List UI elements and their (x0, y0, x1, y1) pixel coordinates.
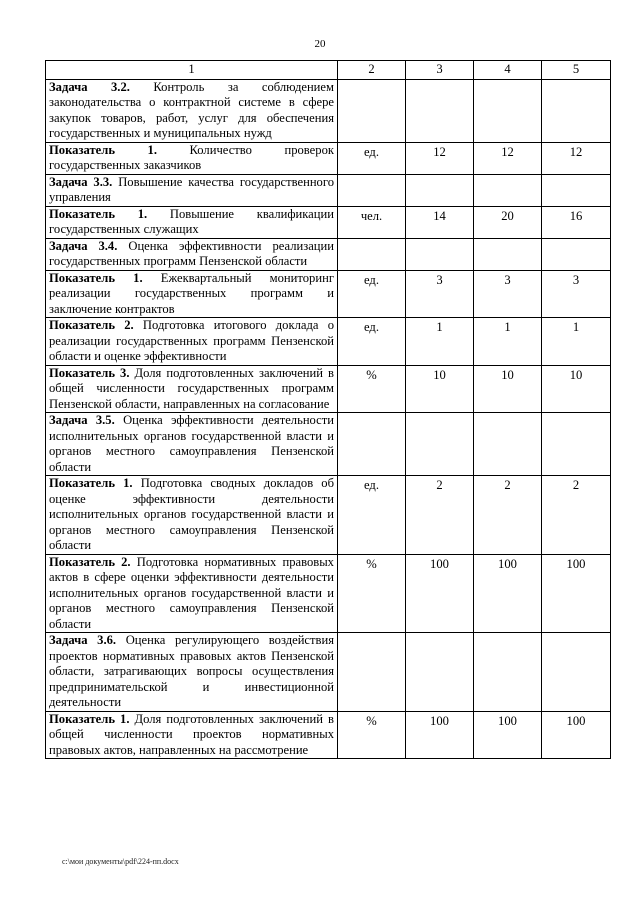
row-value-col-5: 10 (542, 365, 611, 413)
row-unit-cell: ед. (338, 142, 406, 174)
row-value-col-3: 12 (406, 142, 474, 174)
row-lead-label: Показатель 1. (49, 711, 130, 726)
row-value-col-4 (474, 174, 542, 206)
row-value-col-5: 100 (542, 554, 611, 633)
row-lead-label: Показатель 3. (49, 365, 130, 380)
row-value-col-4 (474, 633, 542, 712)
table-body (46, 79, 611, 759)
row-lead-label: Задача 3.5. (49, 413, 115, 427)
row-name-cell (46, 238, 338, 270)
row-value-col-5: 16 (542, 206, 611, 238)
row-lead-label: Показатель 1. (49, 206, 148, 221)
row-description: Ежеквартальный мониторинг реализации государственных программ и заключение контрактов (49, 270, 334, 316)
header-col-3: 3 (406, 61, 474, 80)
row-value-col-3 (406, 238, 474, 270)
row-value-col-4 (474, 79, 542, 142)
row-value-col-4: 100 (474, 711, 542, 759)
table-row (46, 365, 611, 413)
row-name-cell (46, 476, 338, 555)
table-row (46, 711, 611, 759)
table-row (46, 238, 611, 270)
header-col-4: 4 (474, 61, 542, 80)
row-value-col-4: 3 (474, 270, 542, 318)
row-lead-label: Задача 3.6. (49, 633, 117, 647)
row-value-col-3: 100 (406, 711, 474, 759)
row-lead-label: Показатель 2. (49, 318, 134, 332)
header-col-2: 2 (338, 61, 406, 80)
row-description: Доля подготовленных заключений в общей численности проектов нормативных правовых актов, направленных на рассмотрение (49, 711, 335, 757)
row-unit-cell: ед. (338, 476, 406, 555)
indicators-table (45, 60, 611, 759)
row-value-col-4: 100 (474, 554, 542, 633)
row-value-col-4 (474, 413, 542, 476)
table-row (46, 413, 611, 476)
row-unit-cell: ед. (338, 318, 406, 366)
row-description: Оценка эффективности деятельности исполнительных органов государственной власти и органов местного самоуправления Пензенской области (49, 413, 334, 474)
row-name-cell (46, 174, 338, 206)
row-value-col-4: 2 (474, 476, 542, 555)
row-value-col-3 (406, 633, 474, 712)
table-row (46, 633, 611, 712)
row-description: Подготовка сводных докладов об оценке эффективности деятельности исполнительных органов государственной власти и органов местного самоуправления Пензенской области (49, 476, 334, 552)
row-value-col-3: 1 (406, 318, 474, 366)
table-header (46, 61, 611, 80)
table-row (46, 142, 611, 174)
row-value-col-3 (406, 413, 474, 476)
row-name-cell (46, 206, 338, 238)
row-unit-cell (338, 174, 406, 206)
header-col-5: 5 (542, 61, 611, 80)
table-row (46, 554, 611, 633)
row-lead-label: Задача 3.4. (49, 238, 118, 253)
row-description: Подготовка нормативных правовых актов в сфере оценки эффективности деятельности исполнительных органов государственной власти и органов местного самоуправления Пензенской области (49, 554, 334, 631)
row-unit-cell: % (338, 554, 406, 633)
row-value-col-5: 2 (542, 476, 611, 555)
row-value-col-4: 20 (474, 206, 542, 238)
table-row (46, 476, 611, 555)
row-value-col-5: 3 (542, 270, 611, 318)
row-value-col-4: 12 (474, 142, 542, 174)
row-name-cell (46, 554, 338, 633)
row-lead-label: Задача 3.3. (49, 174, 113, 189)
row-lead-label: Показатель 2. (49, 554, 131, 569)
row-description: Подготовка итогового доклада о реализации государственных программ Пензенской области и оценке эффективности (49, 318, 334, 363)
row-unit-cell: ед. (338, 270, 406, 318)
row-name-cell (46, 365, 338, 413)
row-value-col-5 (542, 79, 611, 142)
row-unit-cell: % (338, 365, 406, 413)
row-value-col-3: 100 (406, 554, 474, 633)
row-value-col-5 (542, 174, 611, 206)
header-row (46, 61, 611, 80)
row-value-col-3: 10 (406, 365, 474, 413)
row-value-col-5: 1 (542, 318, 611, 366)
row-value-col-5 (542, 633, 611, 712)
row-unit-cell (338, 238, 406, 270)
row-value-col-4: 10 (474, 365, 542, 413)
row-name-cell (46, 79, 338, 142)
row-lead-label: Задача 3.2. (49, 79, 130, 94)
row-name-cell (46, 413, 338, 476)
row-lead-label: Показатель 1. (49, 476, 133, 490)
row-value-col-5 (542, 413, 611, 476)
row-value-col-3: 2 (406, 476, 474, 555)
row-name-cell (46, 633, 338, 712)
row-lead-label: Показатель 1. (49, 142, 157, 157)
row-description: Оценка регулирующего воздействия проектов нормативных правовых актов Пензенской области, затрагивающих вопросы осуществления предпринимательской и инвестиционной деятельности (49, 633, 335, 709)
row-description: Доля подготовленных заключений в общей численности государственных программ Пензенской области, направленных на согласование (49, 365, 335, 411)
row-name-cell (46, 270, 338, 318)
row-name-cell (46, 142, 338, 174)
header-col-1: 1 (46, 61, 338, 80)
table-row (46, 206, 611, 238)
page-number: 20 (314, 38, 326, 50)
row-description: Повышение квалификации государственных служащих (49, 206, 334, 236)
row-value-col-5: 100 (542, 711, 611, 759)
row-value-col-3 (406, 79, 474, 142)
row-value-col-5 (542, 238, 611, 270)
table-row (46, 318, 611, 366)
row-unit-cell (338, 633, 406, 712)
row-value-col-3 (406, 174, 474, 206)
row-description: Контроль за соблюдением законодательства о контрактной системе в сфере закупок товаров, работ, услуг для обеспечения государственных и муниципальных нужд (49, 79, 334, 140)
file-path-footer: c:\мои документы\pdf\224-пп.docx (62, 857, 179, 866)
row-unit-cell: чел. (338, 206, 406, 238)
row-unit-cell (338, 413, 406, 476)
row-value-col-5: 12 (542, 142, 611, 174)
row-description: Оценка эффективности реализации государственных программ Пензенской области (49, 238, 335, 268)
row-name-cell (46, 711, 338, 759)
row-lead-label: Показатель 1. (49, 270, 143, 285)
row-description: Количество проверок государственных заказчиков (49, 142, 334, 172)
row-value-col-4: 1 (474, 318, 542, 366)
table-row (46, 270, 611, 318)
table-row (46, 79, 611, 142)
row-name-cell (46, 318, 338, 366)
row-unit-cell (338, 79, 406, 142)
row-value-col-3: 3 (406, 270, 474, 318)
row-description: Повышение качества государственного управления (49, 174, 335, 204)
row-value-col-3: 14 (406, 206, 474, 238)
table-row (46, 174, 611, 206)
row-value-col-4 (474, 238, 542, 270)
row-unit-cell: % (338, 711, 406, 759)
